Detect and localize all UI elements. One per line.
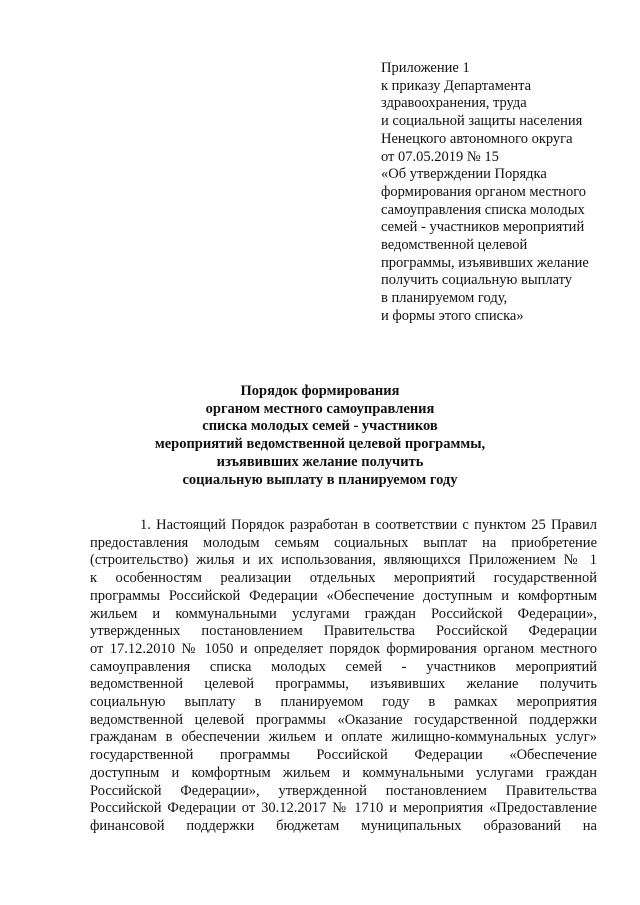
appendix-line: получить социальную выплату [381, 272, 573, 289]
body-line: жильем и коммунальными услугами граждан Российской Федерации», [90, 605, 597, 622]
body-line: от 17.12.2010 № 1050 и определяет порядок формирования органом местного [90, 640, 597, 657]
appendix-line: формирования органом местного [381, 183, 587, 200]
body-line: доступным и комфортным жильем и коммунальными услугами граждан [90, 764, 597, 781]
body-line: к особенностям реализации отдельных мероприятий государственной [90, 570, 597, 587]
body-line: программы Российской Федерации «Обеспечение доступным и комфортным [90, 587, 597, 604]
appendix-line: здравоохранения, труда [381, 95, 527, 112]
title-line: изъявивших желание получить [216, 453, 424, 470]
body-line: ведомственной целевой программы, изъявивших желание получить [90, 676, 597, 693]
body-line: Российской Федерации от 30.12.2017 № 1710 и мероприятия «Предоставление [90, 800, 597, 817]
appendix-line: Ненецкого автономного округа [381, 130, 573, 147]
body-line: Российской Федерации», утвержденной постановлением Правительства [90, 782, 597, 799]
body-line: гражданам в обеспечении жильем и оплате жилищно-коммунальных услуг» [90, 729, 597, 746]
appendix-line: самоуправления списка молодых [381, 201, 585, 218]
appendix-line: от 07.05.2019 № 15 [381, 148, 499, 165]
title-line: органом местного самоуправления [205, 400, 435, 417]
appendix-line: к приказу Департамента [381, 77, 532, 94]
body-line: предоставления молодым семьям социальных выплат на приобретение [90, 534, 597, 551]
document-title [60, 383, 580, 489]
body-line: самоуправления списка молодых семей - участников мероприятий [90, 658, 597, 675]
body-line: государственной программы Российской Федерации «Обеспечение [90, 747, 597, 764]
appendix-line: «Об утверждении Порядка [381, 166, 547, 183]
body-line: финансовой поддержки бюджетам муниципальных образований на [90, 817, 597, 834]
body-paragraph-1 [90, 517, 597, 836]
appendix-line: программы, изъявивших желание [381, 254, 589, 271]
body-line: (строительство) жилья и их использования, являющихся Приложением № 1 [90, 552, 597, 569]
title-line: мероприятий ведомственной целевой программы, [154, 436, 486, 453]
appendix-line: ведомственной целевой [381, 237, 528, 254]
appendix-line: Приложение 1 [381, 60, 470, 76]
appendix-line: в планируемом году, [381, 290, 508, 307]
body-line: социальную выплату в планируемом году в рамках мероприятия [90, 694, 597, 711]
title-line: социальную выплату в планируемом году [182, 471, 458, 488]
title-line: Порядок формирования [240, 383, 400, 399]
body-line: утвержденных постановлением Правительства Российской Федерации [90, 623, 597, 640]
body-line: ведомственной целевой программы «Оказание государственной поддержки [90, 711, 597, 728]
title-line: списка молодых семей - участников [202, 418, 438, 435]
appendix-line: и социальной защиты населения [381, 113, 583, 130]
appendix-line: семей - участников мероприятий [381, 219, 585, 236]
body-line: 1. Настоящий Порядок разработан в соответствии с пунктом 25 Правил [140, 517, 597, 533]
appendix-line: и формы этого списка» [381, 307, 524, 324]
appendix-header [381, 60, 631, 326]
